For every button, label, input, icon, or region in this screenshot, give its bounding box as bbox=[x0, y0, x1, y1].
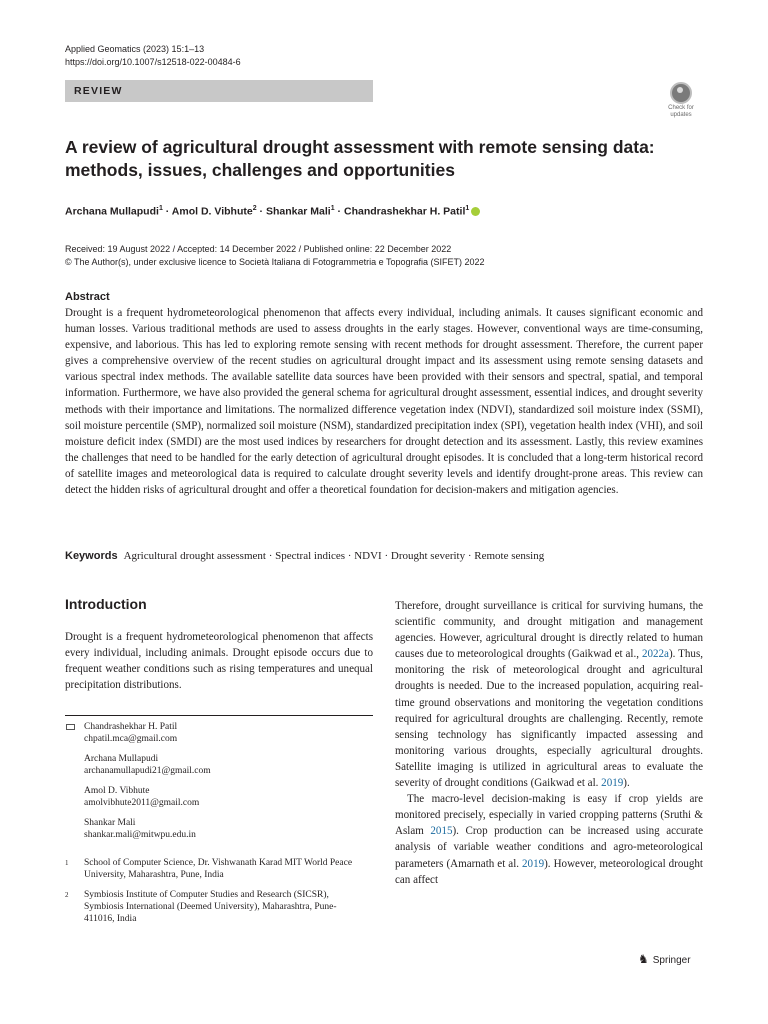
doi-link[interactable]: https://doi.org/10.1007/s12518-022-00484-6 bbox=[65, 57, 241, 67]
contact-name: Archana Mullapudi bbox=[84, 754, 159, 764]
author-list bbox=[65, 205, 480, 218]
contact-name: Shankar Mali bbox=[84, 818, 136, 828]
contact-entry bbox=[84, 753, 374, 777]
copyright-line: © The Author(s), under exclusive licence to Società Italiana di Fotogrammetria e Topografia (SIFET) 2022 bbox=[65, 256, 485, 267]
abstract-text: Drought is a frequent hydrometeorological phenomenon that affects every individual, including animals. It causes significant economic and human losses. Various traditional methods are used to assess droughts in the early stages. However, conventional ways are time-consuming, expensive, and laborious. This has led to exploring remote sensing with recent methods for drought assessment. Therefore, the current paper gives a comprehensive overview of the recent studies on agricultural drought impact and its assessment using remote sensing datasets and various spectral index methods. The available satellite data sources have been provided with their sensors and spectral, spatial, and temporal information. Furthermore, we have also provided the general schema for agricultural drought assessment, essential indices, and drought severity methods with their importance and limitations. The normalized difference vegetation index (NDVI), standardized soil moisture index (SSMI), soil moisture percentile (SMP), normalized soil moisture (NSM), standardized precipitation index (SPI), vegetation health index (VHI), and soil moisture deficit index (SMDI) are the most used indices by researchers for drought detection and its assessment. Lastly, this review examines the challenges that need to be handled for the early detection of agricultural drought episodes. It is concluded that a long-term historical record of satellite images and meteorological data is required to calculate drought severity levels and identify drought-prone areas. This review can detect the hidden risks of agricultural drought and offer a theoretical foundation for decision-makers and mitigation agencies. bbox=[65, 307, 703, 497]
author-name[interactable]: Chandrashekhar H. Patil bbox=[343, 205, 466, 218]
envelope-icon bbox=[66, 724, 75, 730]
contact-name: Chandrashekhar H. Patil bbox=[84, 722, 178, 732]
check-updates-line1: Check for bbox=[668, 105, 694, 111]
check-updates-line2: updates bbox=[670, 112, 692, 118]
intro-right-column bbox=[395, 598, 703, 888]
contact-email[interactable]: amolvibhute2011@gmail.com bbox=[84, 798, 200, 808]
contact-email[interactable]: shankar.mali@mitwpu.edu.in bbox=[84, 830, 196, 840]
contact-entry bbox=[84, 721, 374, 745]
publisher-name: Springer bbox=[652, 955, 691, 966]
citation-link[interactable]: 2015 bbox=[430, 825, 453, 838]
article-title: A review of agricultural drought assessment with remote sensing data: methods, issues, challenges and opportunities bbox=[65, 137, 655, 180]
citation-link[interactable]: 2019 bbox=[522, 857, 545, 870]
corresponding-contacts bbox=[84, 721, 374, 849]
author-name[interactable]: Shankar Mali bbox=[265, 205, 331, 218]
affiliation-text: School of Computer Science, Dr. Vishwanath Karad MIT World Peace University, Maharashtra, Pune, India bbox=[84, 858, 353, 880]
affiliation-text: Symbiosis Institute of Computer Studies and Research (SICSR), Symbiosis International (Deemed University), Maharashtra, Pune-411016, India bbox=[84, 890, 337, 924]
author-separator: · bbox=[256, 205, 266, 218]
check-for-updates-badge[interactable] bbox=[660, 82, 702, 124]
author-separator: · bbox=[334, 205, 344, 218]
publication-dates bbox=[65, 243, 485, 268]
introduction-heading: Introduction bbox=[65, 596, 147, 612]
keywords-line bbox=[65, 550, 544, 562]
body-text: The macro-level decision-making is easy if crop yields are monitored precisely, especially in varied cropping patterns (Sruthi & Aslam bbox=[395, 793, 703, 838]
journal-header bbox=[65, 43, 241, 69]
body-text: Therefore, drought surveillance is critical for surviving humans, the scientific community, and drought mitigation and management agencies. However, agricultural drought is directly related to human causes due to meteorological droughts (Gaikwad et al., bbox=[395, 600, 703, 661]
author-affiliation-mark: 1 bbox=[465, 205, 470, 212]
affiliation-number: 1 bbox=[65, 859, 69, 867]
springer-horse-icon: ♞ bbox=[638, 952, 649, 966]
author-affiliation-mark: 2 bbox=[252, 205, 257, 212]
journal-citation: Applied Geomatics (2023) 15:1–13 bbox=[65, 44, 205, 54]
author-separator: · bbox=[162, 205, 172, 218]
contact-entry bbox=[84, 785, 374, 809]
check-updates-icon bbox=[670, 82, 692, 104]
keywords-heading: Keywords bbox=[65, 550, 118, 562]
author-affiliation-mark: 1 bbox=[158, 205, 163, 212]
abstract-heading: Abstract bbox=[65, 291, 110, 303]
intro-left-paragraph: Drought is a frequent hydrometeorological phenomenon that affects every individual, including animals. Drought episode occurs due to frequent weather conditions such as rising temperatures and unequal precipitation distributions. bbox=[65, 631, 373, 692]
contact-email[interactable]: chpatil.mca@gmail.com bbox=[84, 734, 178, 744]
orcid-icon[interactable] bbox=[471, 207, 480, 216]
author-affiliation-mark: 1 bbox=[330, 205, 335, 212]
author-name[interactable]: Amol D. Vibhute bbox=[171, 205, 253, 218]
citation-link[interactable]: 2019 bbox=[601, 777, 624, 790]
contact-entry bbox=[84, 817, 374, 841]
body-text: ). However, meteorological drought can affect bbox=[395, 857, 703, 886]
keywords-text: Agricultural drought assessment · Spectral indices · NDVI · Drought severity · Remote sensing bbox=[123, 550, 545, 562]
publisher-logo bbox=[638, 952, 691, 966]
author-name[interactable]: Archana Mullapudi bbox=[65, 205, 159, 218]
body-text: ). Thus, monitoring the risk of meteorological drought and agricultural droughts is needed. Due to the increased population, acquiring real-time ground observations and monitoring the vegetation conditions required for agricultural droughts are challenging. Recently, remote sensing technology has significantly impacted assessing and monitoring various droughts, especially agricultural droughts. Satellite imaging is utilized in agricultural areas to evaluate the severity of drought conditions (Gaikwad et al. bbox=[395, 648, 704, 790]
article-type-bar: REVIEW bbox=[65, 80, 373, 102]
intro-right-paragraph-2 bbox=[395, 791, 703, 888]
affiliation-number: 2 bbox=[65, 891, 69, 899]
footnote-divider bbox=[65, 715, 373, 716]
contact-name: Amol D. Vibhute bbox=[84, 786, 150, 796]
body-text: ). bbox=[623, 777, 630, 790]
intro-right-paragraph-1 bbox=[395, 598, 703, 791]
contact-email[interactable]: archanamullapudi21@gmail.com bbox=[84, 766, 211, 776]
received-accepted-published: Received: 19 August 2022 / Accepted: 14 December 2022 / Published online: 22 December 2022 bbox=[65, 244, 452, 254]
citation-link[interactable]: 2022a bbox=[641, 648, 669, 661]
body-text: ). Crop production can be increased using accurate analysis of variable weather conditions and agro-meteorological parameters (Amarnath et al. bbox=[395, 825, 703, 870]
